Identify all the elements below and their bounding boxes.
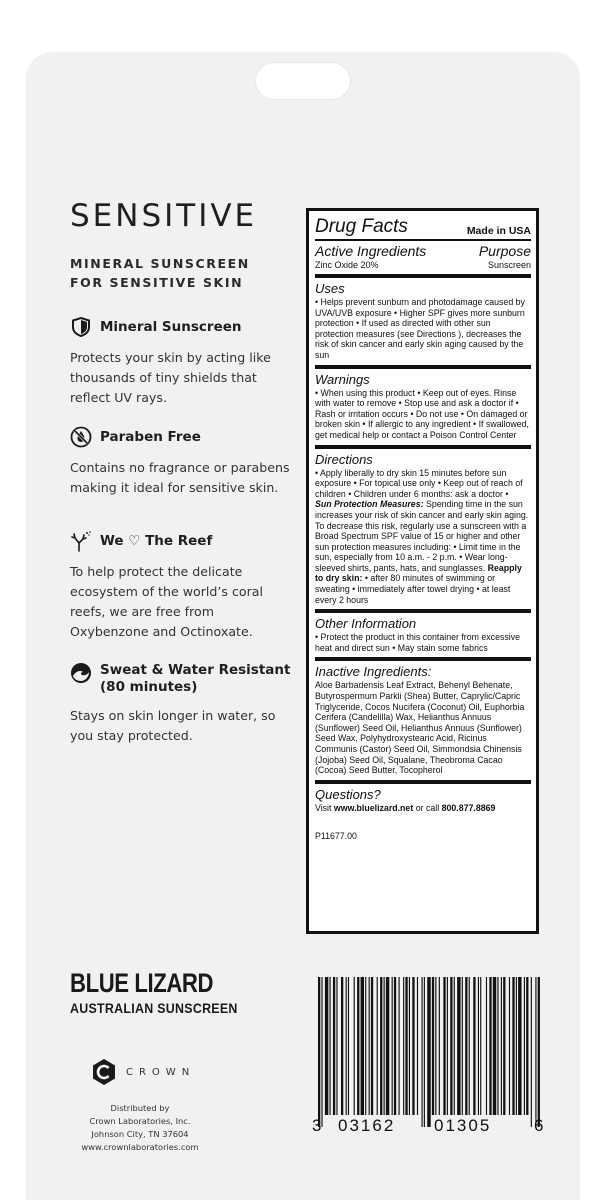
warnings-heading: Warnings: [315, 371, 370, 387]
barcode-bar: [422, 977, 423, 1127]
phone-number: 800.877.8869: [441, 802, 496, 813]
uses-body: • Helps prevent sunburn and photodamage caused by UVA/UVB exposure • Higher SPF gives more sunburn protection • If used as directed with other sun protection measures (see Directions ), decreases the risk of skin cancer and early skin aging caused by the sun: [315, 297, 525, 360]
barcode-bar: [531, 977, 532, 1127]
uses-heading: Uses: [315, 281, 345, 296]
barcode-bar: [409, 977, 410, 1115]
barcode-bar: [535, 977, 536, 1127]
distributor-line: www.crownlaboratories.com: [81, 1142, 199, 1152]
barcode-digit: 6: [534, 1116, 544, 1135]
product-code: P11677.00: [315, 831, 357, 842]
barcode-bar: [489, 977, 491, 1115]
barcode-bar: [394, 977, 396, 1115]
barcode-bar: [462, 977, 463, 1115]
barcode-bar: [516, 977, 517, 1115]
barcode-bar: [503, 977, 505, 1115]
crown-wordmark: CROWN: [126, 1066, 196, 1078]
barcode-bar: [439, 977, 440, 1115]
barcode-bar: [454, 977, 455, 1115]
logo-tagline: AUSTRALIAN SUNSCREEN: [70, 1001, 238, 1016]
barcode-bar: [380, 977, 382, 1115]
barcode-bar: [377, 977, 378, 1115]
directions-heading: Directions: [315, 451, 373, 467]
barcode-bar: [392, 977, 393, 1115]
barcode-bar: [450, 977, 452, 1115]
feature-title: Sweat & Water Resistant (80 minutes): [100, 662, 291, 695]
barcode-bar: [486, 977, 487, 1115]
barcode-bar: [469, 977, 470, 1115]
barcode-bar: [403, 977, 404, 1115]
no-drop-icon: [70, 426, 92, 448]
barcode-bar: [435, 977, 436, 1115]
barcode-bar: [512, 977, 514, 1115]
barcode-bar: [325, 977, 328, 1115]
barcode-bar: [501, 977, 502, 1115]
subtitle-line-2: FOR SENSITIVE SKIN: [70, 275, 244, 290]
barcode-bar: [432, 977, 434, 1115]
distributor-line: Johnson City, TN 37604: [91, 1129, 189, 1139]
barcode: [310, 972, 545, 1132]
barcode-bar: [526, 977, 528, 1115]
barcode-bar: [427, 977, 430, 1127]
other-info-heading: Other Information: [315, 616, 417, 632]
barcode-bar: [417, 977, 418, 1115]
barcode-bar: [384, 977, 385, 1115]
feature-mineral-sunscreen: [70, 316, 295, 408]
barcode-bar: [330, 977, 331, 1115]
barcode-bar: [457, 977, 460, 1115]
feature-body: To help protect the delicate ecosystem of the world’s coral reefs, we are free from Oxybenzone and Octinoxate.: [70, 564, 263, 639]
barcode-digit-group: 03162: [338, 1116, 396, 1135]
barcode-bar: [478, 977, 479, 1115]
drug-facts-title: Drug Facts: [315, 216, 408, 237]
barcode-bar: [386, 977, 389, 1115]
inactive-ingredients-body: Aloe Barbadensis Leaf Extract, Behenyl Behenate, Butyrospermum Parkii (Shea) Butter, Caprylic/Capric Triglyceride, Cocos Nucifera (Coconut) Oil, Euphorbia Cerifera (Candelilla) Wax, Helianthus Annuus (Sunflower) Seed Oil, Helianthus Annuus (Sunflower) Seed Wax, Polyhydroxystearic Acid, Ricinus Communis (Castor) Seed Oil, Simmondsia Chinensis (Jojoba) Seed Oil, Squalane, Theobroma Cacao (Cocoa) Seed Butter, Tocopherol: [315, 680, 525, 776]
barcode-bar: [336, 977, 337, 1115]
barcode-bar: [341, 977, 343, 1115]
hang-hole: [255, 62, 351, 100]
distributor-info: [60, 1102, 220, 1154]
crown-c-icon: [90, 1058, 118, 1086]
barcode-bar: [473, 977, 475, 1115]
barcode-bar: [424, 977, 425, 1127]
barcode-bar: [538, 977, 540, 1127]
feature-reef: [70, 530, 295, 642]
directions-body: • Apply liberally to dry skin 15 minutes before sun exposure • For topical use only • Keep out of reach of children • Children under 6 months: ask a doctor • Sun Protection Measures: Spending time in the sun increases your risk of skin cancer and early skin aging. To decrease this risk, regularly use a sunscreen with a Broad Spectrum SPF value of 15 or higher and other sun protection measures including: • Limit time in the sun, especially from 10 a.m. - 2 p.m. • Wear long-sleeved shirts, pants, hats, and sunglasses. Reapply to dry skin: • after 80 minutes of swimming or sweating • immediately after towel drying • at least every 2 hours: [315, 467, 529, 605]
distributor-line: Distributed by: [110, 1103, 170, 1113]
subtitle-line-1: MINERAL SUNSCREEN: [70, 256, 250, 271]
barcode-bar: [443, 977, 445, 1115]
barcode-bar: [405, 977, 407, 1115]
barcode-bar: [524, 977, 525, 1115]
barcode-bar: [348, 977, 349, 1115]
barcode-bar: [333, 977, 335, 1115]
barcode-bar: [365, 977, 366, 1115]
other-info-body: • Protect the product in this container from excessive heat and direct sun • May stain some fabrics: [315, 632, 521, 653]
barcode-bar: [493, 977, 496, 1115]
website-link[interactable]: www.bluelizard.net: [333, 802, 414, 813]
barcode-bar: [518, 977, 521, 1115]
shield-icon: [70, 316, 92, 338]
barcode-bar: [447, 977, 448, 1115]
feature-body: Protects your skin by acting like thousands of tiny shields that reflect UV rays.: [70, 350, 271, 405]
feature-body: Stays on skin longer in water, so you stay protected.: [70, 708, 276, 743]
barcode-bar: [354, 977, 355, 1115]
blue-lizard-logo: [70, 968, 252, 1016]
barcode-bar: [399, 977, 400, 1115]
made-in-label: Made in USA: [466, 225, 531, 237]
product-title: SENSITIVE: [70, 198, 258, 234]
active-ingredient: Zinc Oxide 20%: [315, 260, 379, 270]
barcode-bar: [321, 977, 322, 1127]
coral-icon: [70, 530, 92, 552]
barcode-digit: 3: [312, 1116, 322, 1135]
drug-facts-panel: [306, 208, 539, 934]
questions-body: Visit www.bluelizard.net or call 800.877.8869: [315, 802, 496, 813]
barcode-bar: [346, 977, 347, 1115]
warnings-body: • When using this product • Keep out of eyes. Rinse with water to remove • Stop use and ask a doctor if • Rash or irritation occurs • Do not use • On damaged or broken skin • If allergic to any ingredient • If swallowed, get medical help or contact a Poison Control Center: [315, 387, 529, 440]
barcode-bar: [369, 977, 370, 1115]
feature-paraben-free: [70, 426, 295, 498]
barcode-bar: [465, 977, 467, 1115]
feature-title: We ♡ The Reef: [100, 533, 213, 549]
inactive-ingredients-heading: Inactive Ingredients:: [315, 664, 432, 680]
barcode-bar: [357, 977, 359, 1115]
distributor-line: Crown Laboratories, Inc.: [89, 1116, 191, 1126]
questions-heading: Questions?: [315, 786, 381, 802]
purpose-value: Sunscreen: [487, 260, 531, 270]
purpose-heading: Purpose: [478, 243, 531, 259]
wave-icon: [70, 662, 92, 684]
product-subtitle: [70, 254, 250, 292]
barcode-bar: [509, 977, 510, 1115]
feature-body: Contains no fragrance or parabens making it ideal for sensitive skin.: [70, 460, 290, 495]
barcode-bar: [371, 977, 373, 1115]
barcode-bar: [497, 977, 498, 1115]
feature-title: Mineral Sunscreen: [100, 319, 242, 335]
logo-wordmark: BLUE LIZARD: [70, 968, 214, 998]
barcode-bar: [318, 977, 320, 1127]
barcode-bar: [361, 977, 364, 1115]
active-ingredients-heading: Active Ingredients: [315, 243, 427, 259]
feature-title: Paraben Free: [100, 429, 201, 445]
feature-water-resistant: [70, 662, 295, 746]
barcode-bar: [480, 977, 481, 1115]
barcode-bar: [412, 977, 414, 1115]
crown-logo: [90, 1058, 195, 1086]
barcode-digit-group: 01305: [434, 1116, 492, 1135]
